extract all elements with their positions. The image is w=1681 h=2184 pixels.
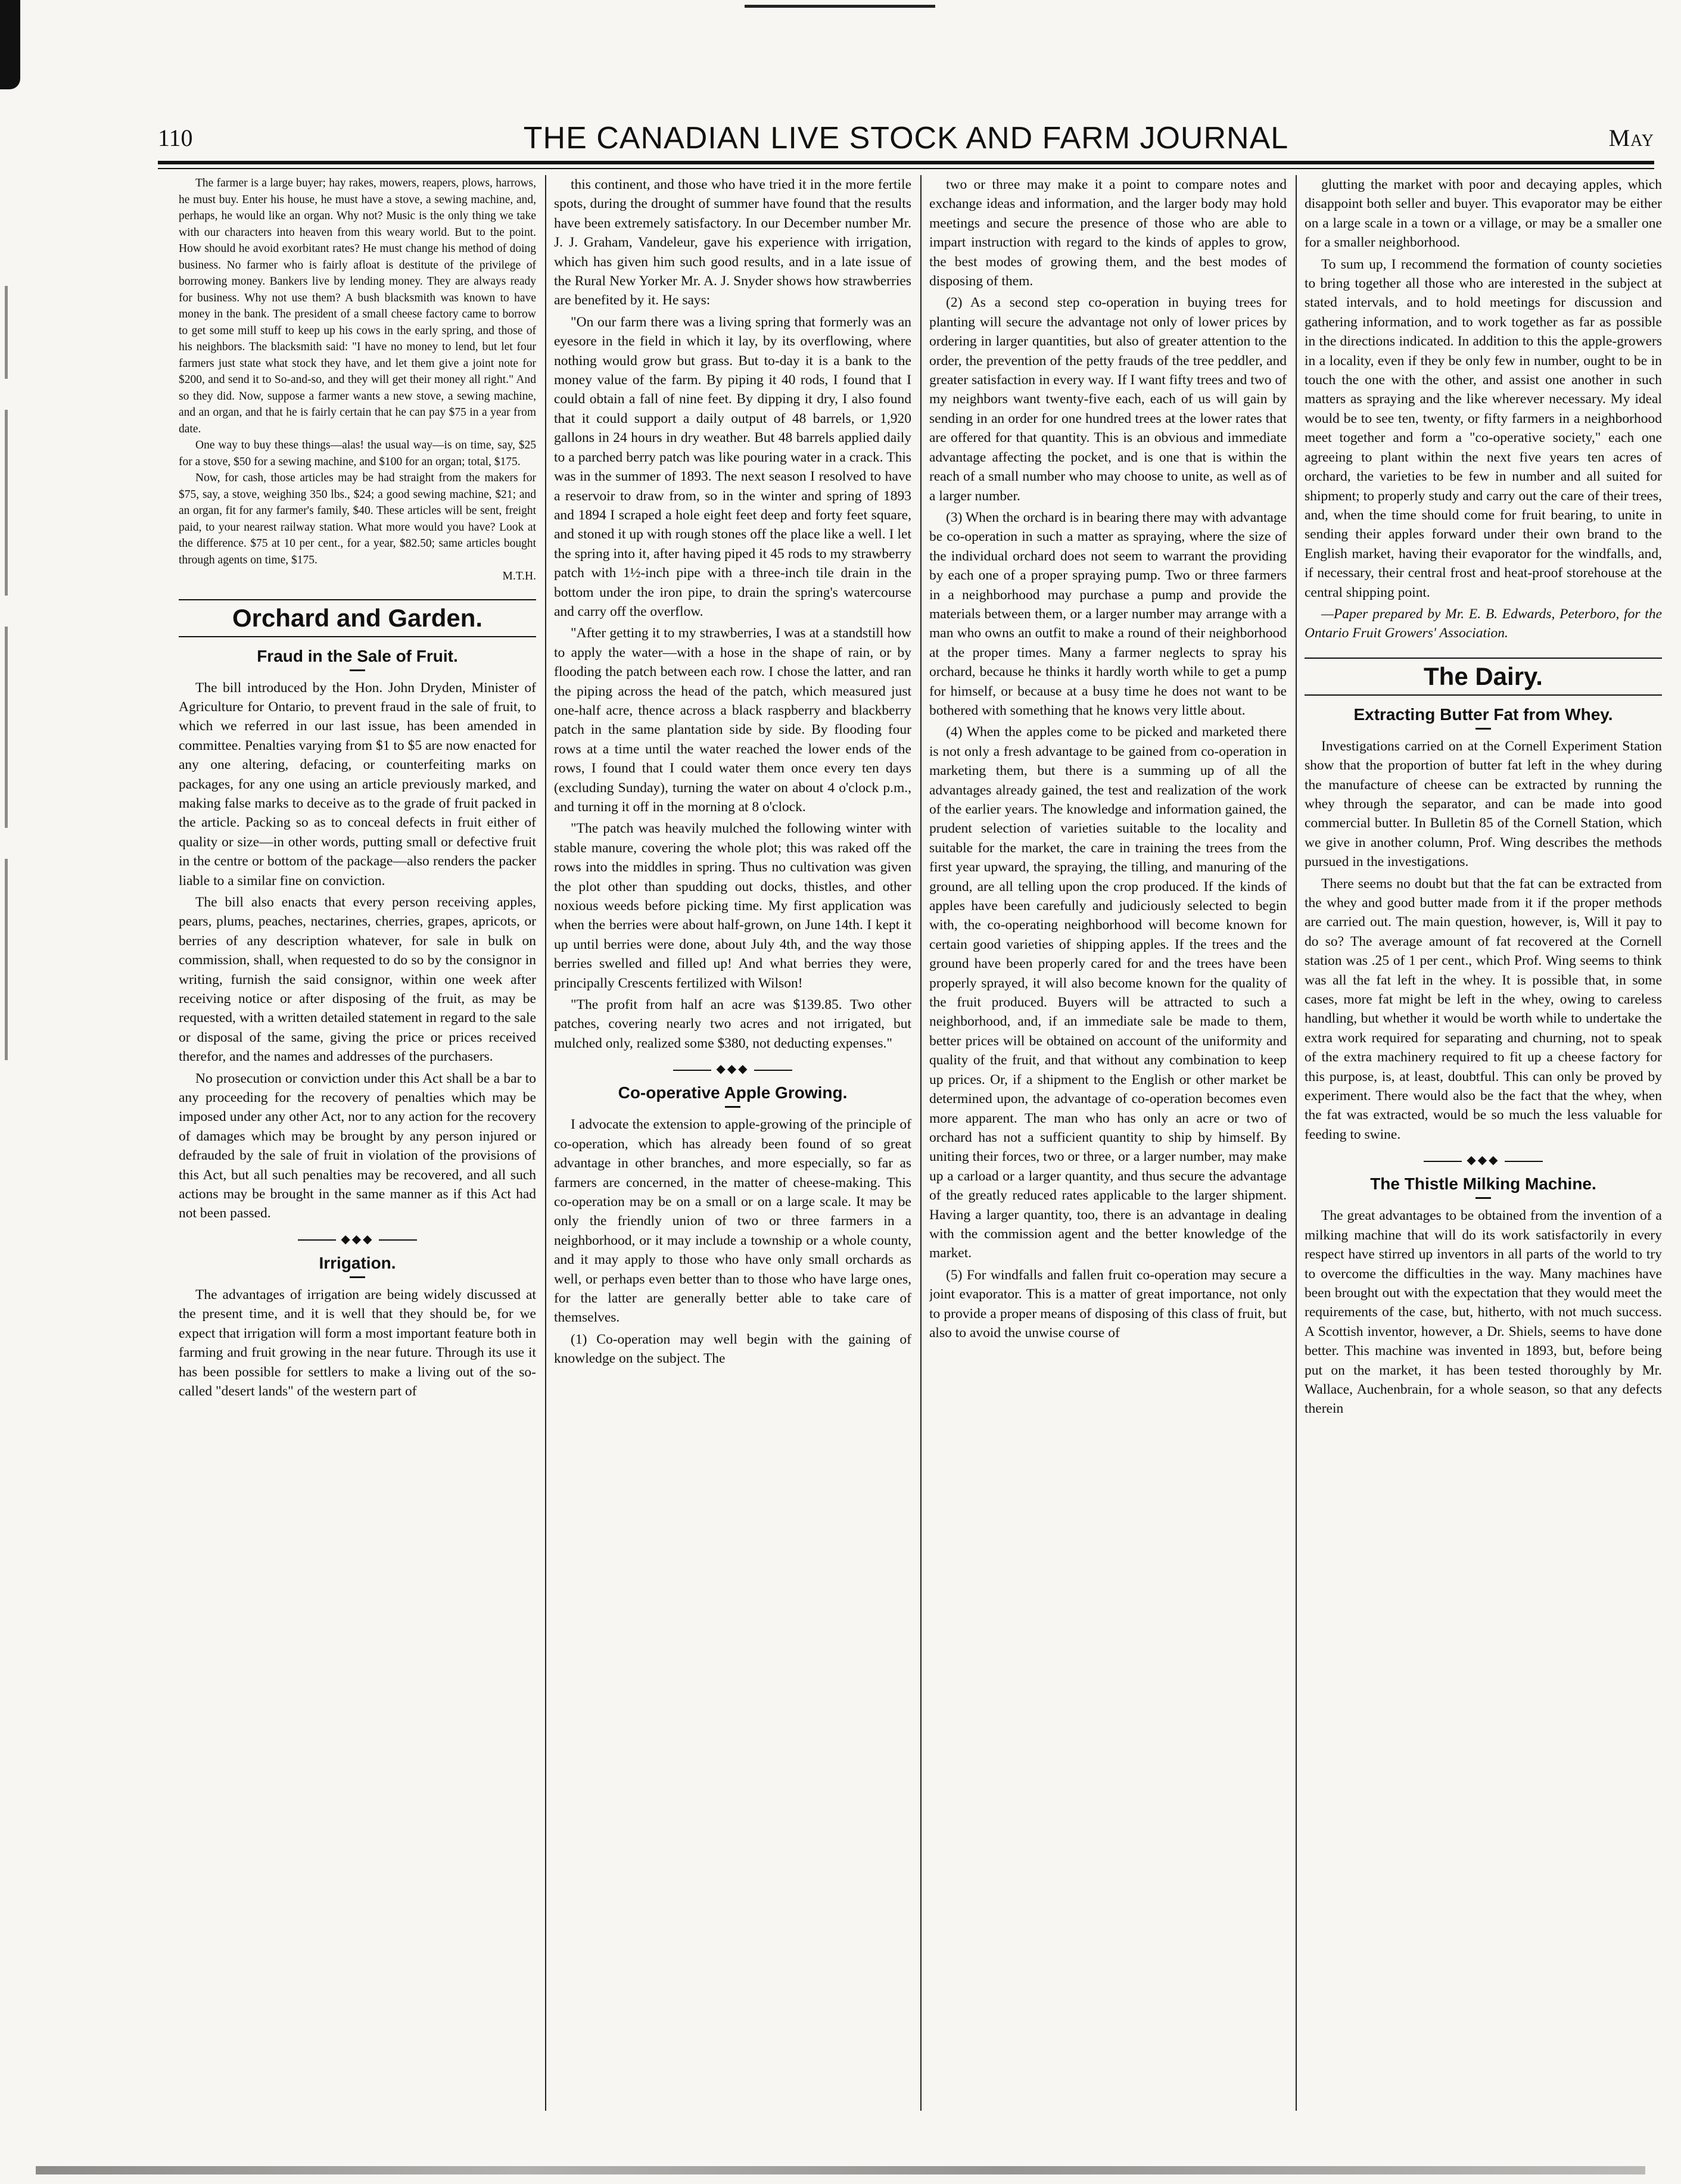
article-heading: Extracting Butter Fat from Whey. bbox=[1353, 705, 1613, 724]
note-signature: M.T.H. bbox=[502, 570, 536, 582]
article-paragraph: No prosecution or conviction under this Act shall be a bar to any proceeding for the recovery of penalties which may be imposed under any other Act, nor to any action for the recovery of damages which may be brought by any person injured or defrauded by the sale of fruit in violation of the provisions of this Act, but all such penalties may be recovered, and all such actions may be brought in the same manner as if this Act had not been passed. bbox=[179, 1070, 536, 1222]
issue-month: May bbox=[1608, 124, 1654, 151]
article-paragraph: The bill introduced by the Hon. John Dryden, Minister of Agriculture for Ontario, to prevent fraud in the sale of fruit, to which we referred in our last issue, has been amended in committee. Penalties varying from $1 to $5 are now enacted for any one altering, defacing, or counterfeiting marks on packages, for any one using an article previously marked, and making false marks to deceive as to the grade of fruit packed in the article. Packing so as to conceal defects in fruit either of quality or size—in other words, putting small or defective fruit in the centre or bottom of the package—also renders the packer liable to a similar fine on conviction. bbox=[179, 680, 536, 889]
scan-top-mark bbox=[745, 5, 935, 8]
article-paragraph: "The patch was heavily mulched the following winter with stable manure, covering the whole plot; this was raked off the rows into the middles in spring. Thus no cultivation was given the plot other than spudding out docks, thistles, and other noxious weeds before picking time. My first application was when the berries were about half-grown, on June 14th. I kept it up until berries were done, about July 4th, and the way those berries swelled and filled up! And what berries they were, principally Crescents fertilized with Wilson! bbox=[554, 821, 911, 991]
header-rule-thin bbox=[158, 168, 1654, 169]
article-paragraph: (1) Co-operation may well begin with the gaining of knowledge on the subject. The bbox=[554, 1331, 911, 1367]
column-4 bbox=[1305, 175, 1662, 2111]
article-heading: Co-operative Apple Growing. bbox=[618, 1083, 848, 1102]
note-paragraph: Now, for cash, those articles may be had straight from the makers for $75, say, a stove, weighing 350 lbs., $24; a good sewing machine, $21; and an organ, fit for any farmer's family, $40. These articles will be sent, freight paid, to your nearest railway station. What more would you have? Look at the difference. $75 at 10 per cent., for a year, $82.50; same articles bought through agents on time, $175. bbox=[179, 472, 536, 566]
scan-margin-artifact bbox=[5, 286, 8, 1060]
correspondence-note bbox=[179, 175, 536, 585]
department-title: The Dairy. bbox=[1424, 662, 1543, 690]
article-paragraph: I advocate the extension to apple-growing of the principle of co-operation, which has already been found of so great advantage in other branches, and more especially, so far as farmers are concerned, in the matter of cheese-making. This co-operation may be on a small or on a large scale. It may be only the friendly union of two or three farmers in a neighborhood, or it may include a township or a whole county, and it may apply to those who have only small orchards as well, or perhaps even better than to those who have large ones, for the latter are generally better able to take care of themselves. bbox=[554, 1117, 911, 1326]
article-paragraph: To sum up, I recommend the formation of county societies to bring together all those who are interested in the subject at stated intervals, and to hold meetings for discussion and gathering information, and to work together as far as possible in the directions indicated. In addition to this the apple-growers in a locality, even if they be only few in number, ought to be in touch the one with the other, and assist one another in such matters as spraying and the like wherever necessary. My ideal would be to see ten, twenty, or fifty farmers in a neighborhood meet together and form a "co-operative society," each one agreeing to plant within the next five years ten acres of orchard, the varieties to be few in number and all suited for shipment; to properly study and carry out the care of their trees, and, when the time should come for fruit bearing, to unite in sending their apples forward under their own brand to the English market, having their evaporator for the windfalls, and, if necessary, their central frost and heat-proof storehouse at the central shipping point. bbox=[1305, 256, 1662, 600]
scan-edge-mark bbox=[0, 0, 20, 89]
column-2 bbox=[554, 175, 911, 2111]
heading-dash bbox=[1475, 1197, 1491, 1199]
header-rule bbox=[158, 161, 1654, 164]
column-divider bbox=[1296, 175, 1297, 2111]
article-heading: Fraud in the Sale of Fruit. bbox=[257, 646, 458, 665]
scan-bottom-artifact bbox=[36, 2166, 1645, 2174]
article-paragraph: The bill also enacts that every person receiving apples, pears, plums, peaches, nectarines, cherries, grapes, apricots, or berries of any description whatever, for sale in bulk on commission, shall, when requested to do so by the consignor in writing, furnish the said consignor, within one week after receiving notice or after disposing of the fruit, as may be requested, with a written detailed statement in regard to the sale or disposal of the same, giving the price or prices received therefor, and the names and addresses of the purchasers. bbox=[179, 894, 536, 1065]
article-paragraph: There seems no doubt but that the fat can be extracted from the whey and good butter made from it if the proper methods are carried out. The main question, however, is, Will it pay to do so? The average amount of fat recovered at the Cornell station was .25 of 1 per cent., which Prof. Wing seems to think was all the fat left in the whey. It is possible that, in some cases, more fat might be left in the whey, owing to careless handling, but whether it would be worth while to undertake the extra work required for separating and churning, not to speak of the extra machinery required to fit up a cheese factory for this purpose, is, at least, doubtful. This can only be proved by experiment. There would also be the fact that the whey, when the fat was extracted, would be so much the less valuable for feeding to swine. bbox=[1305, 876, 1662, 1142]
article-paragraph: this continent, and those who have tried it in the more fertile spots, during the drought of summer have found that the results have been extremely satisfactory. In our December number Mr. J. J. Graham, Vandeleur, gave his experience with irrigation, which has given him such good results, and in a late issue of the Rural New Yorker Mr. A. J. Snyder shows how strawberries are benefited by it. He says: bbox=[554, 177, 911, 309]
heading-dash bbox=[725, 1106, 740, 1108]
heading-dash bbox=[1475, 728, 1491, 730]
article-paragraph: (4) When the apples come to be picked and marketed there is not only a fresh advantage to be gained from co-operation in marketing them, but there is a summing up of all the advantages already gained, the test and realization of the work of the earlier years. The knowledge and information gained, the prudent selection of varieties suitable to the locality and suitable for the market, the care in training the trees from the first year upward, the spraying, the tilling, and manuring of the ground, are all telling upon the crop produced. If the kinds of apples have been carefully and judiciously selected to begin with, the co-operating neighborhood will become known for certain good varieties of shipping apples. If the trees and the ground have been properly cared for and the trees have been properly sprayed, it will also become known for the quality of the fruit produced. Buyers will be attracted to such a neighborhood, and, if an immediate sale be made to them, better prices will be obtained on account of the uniformity and quality of the fruit, and that without any combination to keep up prices. Or, if a shipment to the English or other market be determined upon, the advantage of co-operation becomes even more apparent. The man who has only an acre or two of orchard has not a sufficient quantity to ship by himself. By uniting their forces, two or three, or a larger number, may make up a carload or a larger quantity, and thus secure the advantage of the greatly reduced rates applicable to the larger shipment. Having a larger quantity, too, there is an advantage in dealing with the commission agent and the better knowledge of the market. bbox=[929, 724, 1287, 1261]
note-paragraph: The farmer is a large buyer; hay rakes, mowers, reapers, plows, harrows, he must buy. Enter his house, he must have a stove, a sewing machine, and, perhaps, he would like an organ. Why not? Music is the only thing we take with our characters into heaven from this weary world. But to the point. How should he avoid exorbitant rates? He must change his method of doing business. No farmer who is fairly afloat is destitute of the privilege of borrowing money. Bankers live by lending money. They are always ready for business. Why not use them? A bush blacksmith was known to have money in the bank. The president of a small cheese factory came to borrow to get some mill stuff to keep up his cows in the early spring, and those of his neighbors. The blacksmith said: "I have no money to lend, but let four farmers just state what stock they have, and let them give a joint note for $200, and send it to So-and-so, and they will get their money all right." And so they did. Now, suppose a farmer wants a new stove, a sewing machine, and an organ, and that he is fairly certain that he can pay $75 in a year from date. bbox=[179, 177, 536, 435]
article-paragraph: "The profit from half an acre was $139.85. Two other patches, covering nearly two acres and not irrigated, but mulched only, realized some $380, not deducting expenses." bbox=[554, 997, 911, 1051]
section-separator: ◆◆◆ bbox=[1305, 1152, 1662, 1167]
article-heading: The Thistle Milking Machine. bbox=[1370, 1174, 1596, 1194]
article-paragraph: Investigations carried on at the Cornell Experiment Station show that the proportion of butter fat left in the whey during the manufacture of cheese can be extracted by running the whey through the separator, and can be made into good commercial butter. In Bulletin 85 of the Cornell Station, which we give in another column, Prof. Wing describes the methods pursued in the investigations. bbox=[1305, 738, 1662, 870]
article-paragraph: (2) As a second step co-operation in buying trees for planting will secure the advantage not only of lower prices by ordering in larger quantities, but also of greater attention to the order, the prevention of the petty frauds of the tree peddler, and greater satisfaction in every way. If I want fifty trees and two of my neighbors want twenty-five each, each of us will gain by sending in an order for one hundred trees at the lower rates that are offered for that quantity. This is an obvious and immediate advantage affecting the pocket, and is one that is within the reach of a small number who may choose to unite, as well as of a larger number. bbox=[929, 295, 1287, 504]
column-divider bbox=[545, 175, 546, 2111]
department-banner bbox=[179, 599, 536, 637]
article-heading: Irrigation. bbox=[319, 1253, 396, 1272]
article-byline: —Paper prepared by Mr. E. B. Edwards, Peterboro, for the Ontario Fruit Growers' Association. bbox=[1305, 606, 1662, 641]
column-1 bbox=[179, 175, 536, 2111]
heading-dash bbox=[350, 669, 365, 671]
page-header bbox=[158, 120, 1654, 156]
article-paragraph: glutting the market with poor and decaying apples, which disappoint both seller and buyer. This evaporator may be either on a large scale in a town or a village, or may be a smaller one for a smaller neighborhood. bbox=[1305, 177, 1662, 251]
section-separator: ◆◆◆ bbox=[179, 1232, 536, 1247]
note-paragraph: One way to buy these things—alas! the usual way—is on time, say, $25 for a stove, $50 for a sewing machine, and $100 for an organ; total, $175. bbox=[179, 439, 536, 468]
journal-title: THE CANADIAN LIVE STOCK AND FARM JOURNAL bbox=[523, 121, 1289, 155]
article-paragraph: (5) For windfalls and fallen fruit co-operation may secure a joint evaporator. This is a matter of great importance, not only to provide a proper means of disposing of this class of fruit, but also to avoid the unwise course of bbox=[929, 1267, 1287, 1341]
section-separator: ◆◆◆ bbox=[554, 1061, 911, 1076]
column-divider bbox=[920, 175, 922, 2111]
heading-dash bbox=[350, 1276, 365, 1278]
article-paragraph: (3) When the orchard is in bearing there may with advantage be co-operation in such a matter as spraying, where the size of the individual orchard does not seem to warrant the providing by each one of a proper spraying pump. Two or three farmers in a neighborhood may purchase a pump and provide the materials between them, or a larger number may arrange with a man who owns an outfit to make a round of their neighborhood at the proper times. Many a farmer neglects to spray his orchard, because he thinks it hardly worth while to get a pump for himself, or because at a busy time he does not want to be bothered with something that he knows very little about. bbox=[929, 509, 1287, 718]
column-3 bbox=[929, 175, 1287, 2111]
article-paragraph: "On our farm there was a living spring that formerly was an eyesore in the field in which it lay, by its overflowing, where nothing would grow but grass. But to-day it is a bank to the money value of the farm. By piping it 40 rods, I found that I could obtain a fall of nine feet. By dipping it dry, I also found that it could support a daily output of 48 barrels, or 1,920 gallons in 24 hours in dry weather. But 48 barrels applied daily to a parched berry patch was like pouring water in a crack. This was in the summer of 1893. The next season I resolved to have a reservoir to draw from, so in the winter and spring of 1893 and 1894 I scraped a hole eight feet deep and forty feet square, and stoned it up with rough stones off the place like a well. I let the spring into it, after having piped it 45 rods to my strawberry patch with 1½-inch pipe with a three-inch tile drain in the bottom under the iron pipe, to drain the spring's watercourse and carry off the overflow. bbox=[554, 314, 911, 619]
department-banner bbox=[1305, 658, 1662, 696]
department-title: Orchard and Garden. bbox=[232, 603, 483, 632]
article-paragraph: "After getting it to my strawberries, I was at a standstill how to apply the water—with a hose in the shape of rain, or by flooding the patch between each row. I chose the latter, and ran the piping across the head of the patch, which measured just one-half acre, thence across a black raspberry and blackberry patch in the same plantation side by side. By flooding four rows at a time until the water reached the lower ends of the rows, I found that I could water them once every ten days (excluding Sunday), turning the water on about 4 o'clock p.m., and turning it off in the morning at 8 o'clock. bbox=[554, 625, 911, 815]
article-paragraph: The great advantages to be obtained from the invention of a milking machine that will do its work satisfactorily in every respect have stirred up inventors in all parts of the world to try to overcome the difficulties in the way. Many machines have been brought out with the expectation that they would meet the requirements of the case, but, hitherto, with not much success. A Scottish inventor, however, a Dr. Shiels, seems to have done better. This machine was invented in 1893, but, before being put on the market, it has been tested thoroughly by Mr. Wallace, Auchenbrain, for a whole season, so that any defects therein bbox=[1305, 1208, 1662, 1417]
article-paragraph: two or three may make it a point to compare notes and exchange ideas and information, and the larger body may hold meetings and secure the presence of those who are able to impart instruction with regard to the kinds of apples to grow, the best modes of growing them, and the best modes of disposing of them. bbox=[929, 177, 1287, 289]
article-paragraph: The advantages of irrigation are being widely discussed at the present time, and it is well that they should be, for we expect that irrigation will form a most important feature both in farming and fruit growing in the near future. Through its use it has been possible for settlers to make a living out of the so-called "desert lands" of the western part of bbox=[179, 1286, 536, 1399]
page-number: 110 bbox=[158, 124, 193, 151]
